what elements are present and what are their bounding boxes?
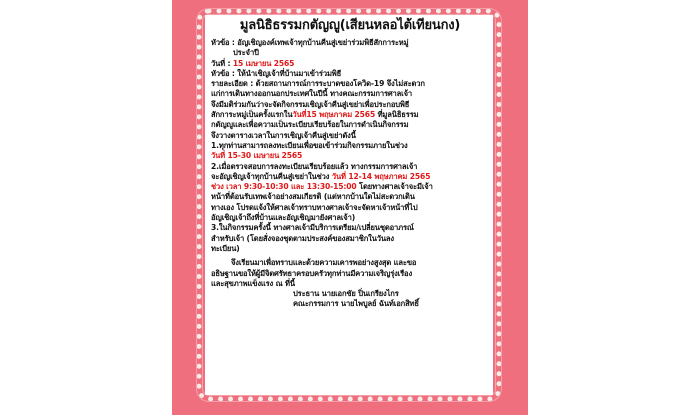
item-2-line [211,182,489,192]
notice-paper [205,15,493,395]
paragraph-text: สักการะหมู่เป็นครั้งแรกใน [211,110,293,120]
detail-label: รายละเอียด : [211,79,254,89]
date-value: 15 เมษายน 2565 [230,58,295,68]
ceremony-dates: วันที่ 12-14 พฤษภาคม 2565 [331,171,431,181]
detail-line [211,79,489,89]
item-2-text: โดยทางศาลเจ้าจะมีเจ้า [356,182,433,192]
ceremony-times: ช่วง เวลา 9:30-10:30 และ 13:30-15:00 [211,182,357,192]
item-2-line: ทางเอง โปรดแจ้งให้ศาลเจ้าทราบทางศาลเจ้าจะจัดหาเจ้าหน้าที่ไป [211,202,418,212]
topic-label: หัวข้อ : [211,68,235,78]
event-date: วันที่15 พฤษภาคม 2565 [292,110,376,120]
item-2-text: จะอัญเชิญเจ้าทุกบ้านคืนสู่เขย่าในช่วง [211,171,332,181]
topic-text: ให้นำเชิญเจ้าที่บ้านมาเข้าร่วมพิธี [234,68,342,78]
paragraph-text: ที่มูลนิธิธรรม [375,110,419,120]
closing-line: จึงเรียนมาเพื่อทราบและด้วยความเคารพอย่างสูงสุด และขอ [231,258,417,268]
paragraph-line: กตัญญูและเพื่อความเป็นระเบียบเรียบร้อยในการดำเนินกิจกรรม [211,120,409,130]
date-line [211,59,489,69]
signature-committee: คณะกรรมการ นายไพบูลย์ ฉันท์เอกสิทธิ์ [293,299,419,309]
subject-line [211,38,489,48]
closing-line: อธิษฐานขอให้ผู้มีจิตศรัทธาครอบครัวทุกท่านมีความเจริญรุ่งเรือง [211,268,413,278]
item-2-line: หน้าที่ต้อนรับเทพเจ้าอย่างสมเกียรติ (แต่หากบ้านใดไม่สะดวกเดิน [211,192,415,202]
subject-text: อัญเชิญองค์เทพเจ้าทุกบ้านคืนสู่เขย่าร่วมพิธีสักการะหมู่ [234,38,409,47]
item-2-line [211,172,489,182]
subject-label: หัวข้อ : [211,38,235,47]
date-label: วันที่ : [211,58,231,68]
topic-line [211,69,489,79]
item-3-line: 3.ในกิจกรรมครั้งนี้ ทางศาลเจ้ามีบริการเตรียม/เปลี่ยนชุดอาภรณ์ [211,223,414,233]
paragraph-line [211,110,489,120]
paragraph-line: จึงมีมติร่วมกันว่าจะจัดกิจกรรมเชิญเจ้าคืนสู่เขย่าเพื่อประกอบพิธี [211,99,410,109]
detail-text: ด้วยสถานการณ์การระบาดของโควิด-19 จึงไม่สะดวก [253,79,425,89]
registration-period: วันที่ 15-30 เมษายน 2565 [211,151,303,161]
item-1-line: 1.ทุกท่านสามารถลงทะเบียนเพื่อขอเข้าร่วมกิจกรรมภายในช่วง [211,140,408,150]
item-2-line: 2.เมื่อตรวจสอบการลงทะเบียนเรียบร้อยแล้ว ทางกรรมการศาลเจ้า [211,161,418,171]
signature-chairman: ประธาน นายเอกชัย ปิ่นเกรียงไกร [293,289,399,299]
paragraph-line: แก่การเดินทางออกนอกประเทศในปีนี้ ทางคณะกรรมการศาลเจ้า [211,89,413,99]
closing-line: และสุขภาพแข็งแรง ณ ที่นี้ [211,278,295,288]
paragraph-line: จึงวางตารางเวลาในการเชิญเจ้าคืนสู่เขย่าดังนี้ [211,130,356,140]
item-2-line: อัญเชิญเจ้าถึงที่บ้านและอัญเชิญมายังศาลเจ้า) [211,213,356,223]
item-3-line: ทะเบียน) [211,243,240,253]
subject-line-2: ประจำปี [233,48,259,58]
notice-title: มูลนิธิธรรมกตัญญู(เสียนหลอไต้เทียนกง) [239,18,461,33]
item-3-line: สำหรับเจ้า (โดยสั่งจองชุดตามประสงค์ของสมาชิกในวันลง [211,233,394,243]
